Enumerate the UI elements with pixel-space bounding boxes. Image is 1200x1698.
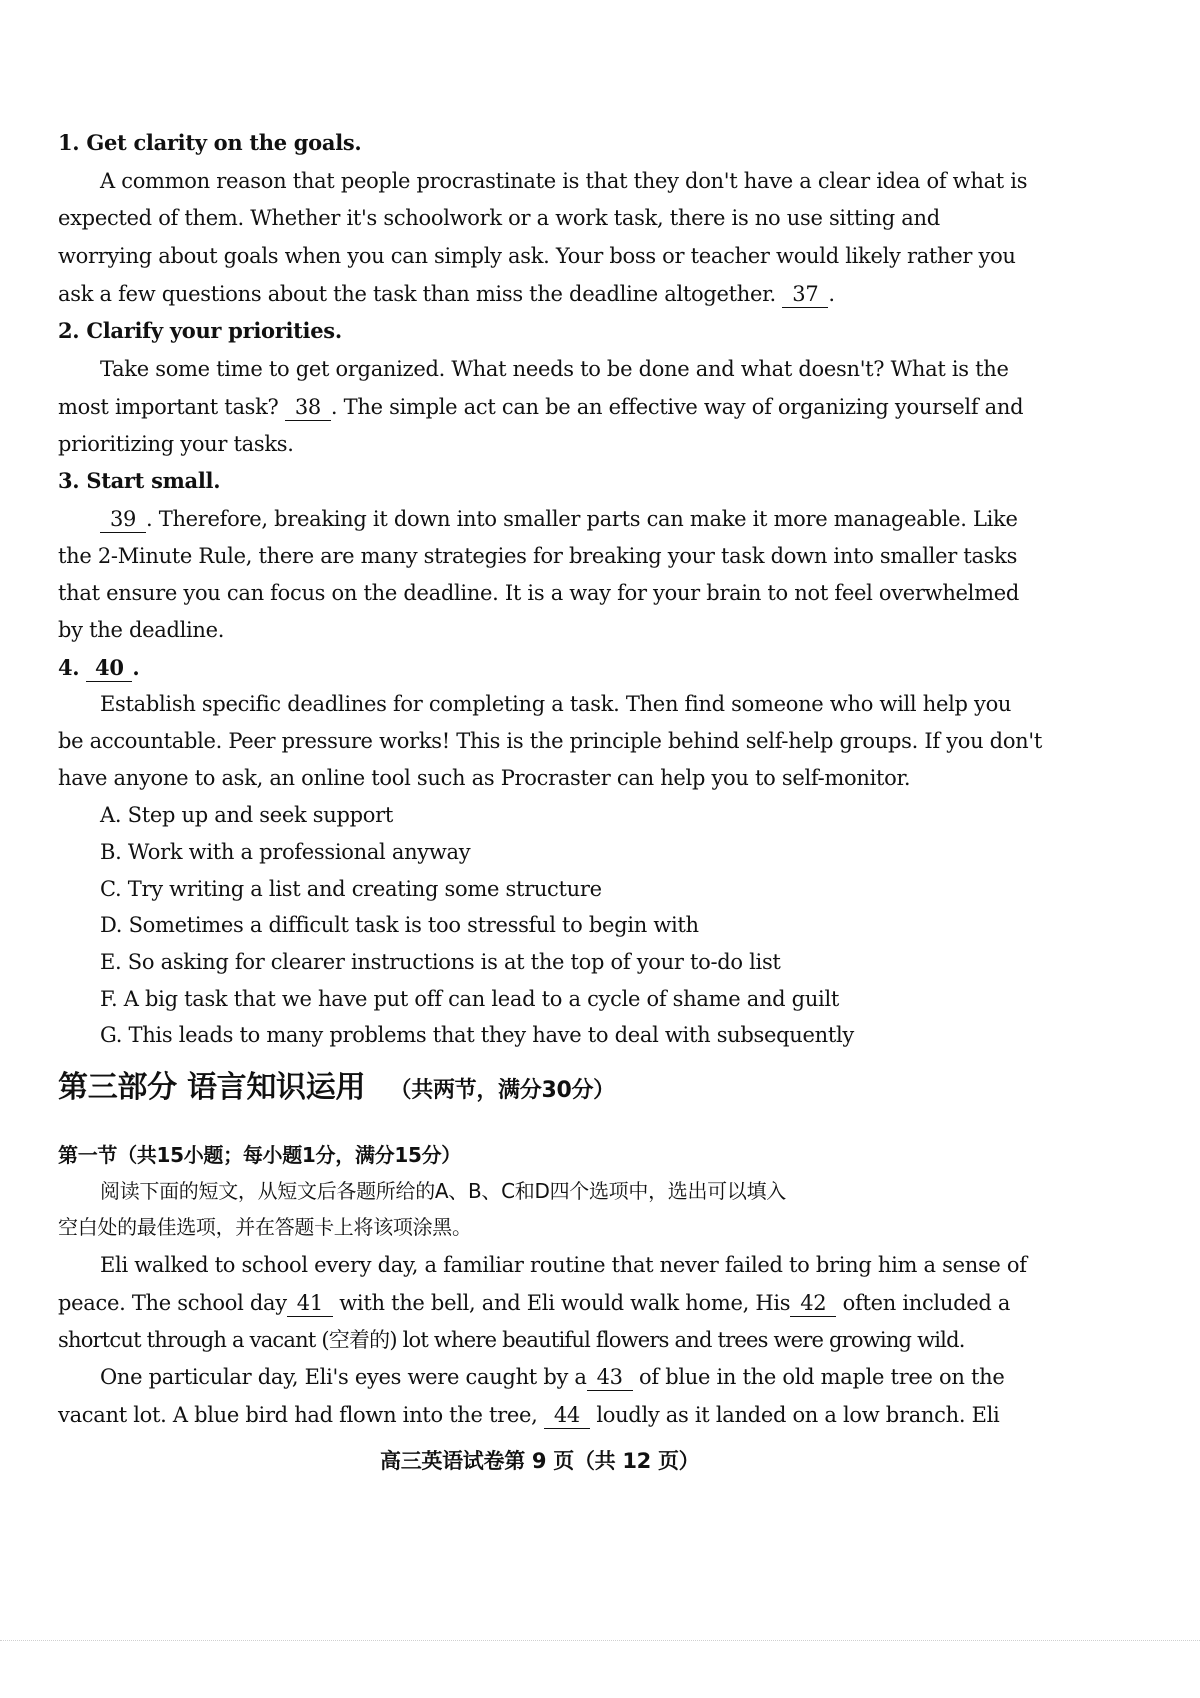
paragraph-line: Take some time to get organized. What needs to be done and what doesn't? What is the <box>100 357 1009 381</box>
instruction-line: 空白处的最佳选项，并在答题卡上将该项涂黑。 <box>58 1215 472 1239</box>
paragraph-line: prioritizing your tasks. <box>58 432 294 456</box>
paragraph-text: . The simple act can be an effective way of organizing yourself and <box>330 395 1024 419</box>
option-text: Step up and seek support <box>127 803 393 827</box>
blank-37: 37 <box>782 281 828 308</box>
section-title: Start small. <box>86 468 221 493</box>
option-text: A big task that we have put off can lead to a cycle of shame and guilt <box>123 987 840 1011</box>
story-line <box>58 1290 1010 1317</box>
page-footer: 高三英语试卷第 9 页（共 12 页） <box>380 1449 700 1473</box>
section-title: Clarify your priorities. <box>86 318 342 343</box>
paragraph-line: ask a few questions about the task than miss the deadline altogether. 37 . <box>58 282 835 306</box>
option-letter: D. <box>100 913 123 937</box>
part-subtitle: （共两节，满分30分） <box>389 1078 615 1103</box>
story-text: with the bell, and Eli would walk home, His <box>339 1291 791 1315</box>
option-letter: B. <box>100 840 122 864</box>
paragraph-text: ask a few questions about the task than miss the deadline altogether. <box>58 282 776 306</box>
blank-39: 39 <box>100 506 146 533</box>
story-text: One particular day, Eli's eyes were caught by a <box>100 1365 587 1389</box>
section-2-heading <box>58 318 342 344</box>
option-b <box>100 839 470 865</box>
story-line <box>100 1364 1005 1391</box>
paragraph-line: be accountable. Peer pressure works! This is the principle behind self-help groups. If you don't <box>58 729 1043 753</box>
story-line: Eli walked to school every day, a familiar routine that never failed to bring him a sense of <box>100 1253 1027 1277</box>
section-number: 2. <box>58 318 80 343</box>
option-a <box>100 802 393 828</box>
blank-40: 40 <box>86 655 132 682</box>
section-3-heading <box>58 468 220 494</box>
option-d <box>100 912 699 938</box>
option-text: Try writing a list and creating some structure <box>127 877 602 901</box>
blank-38: 38 <box>285 394 331 421</box>
story-text: peace. The school day <box>58 1291 287 1315</box>
paragraph-line: worrying about goals when you can simply ask. Your boss or teacher would likely rather you <box>58 244 1016 268</box>
option-g <box>100 1022 854 1048</box>
section-number: 3. <box>58 468 80 493</box>
paragraph-line: the 2-Minute Rule, there are many strategies for breaking your task down into smaller tasks <box>58 544 1018 568</box>
blank-41: 41 <box>287 1290 333 1317</box>
option-letter: F. <box>100 987 118 1011</box>
story-text: loudly as it landed on a low branch. Eli <box>596 1403 1000 1427</box>
option-text: So asking for clearer instructions is at the top of your to-do list <box>127 950 781 974</box>
section-1-title: 第一节（共15小题；每小题1分，满分15分） <box>58 1143 461 1167</box>
paragraph-line: A common reason that people procrastinate is that they don't have a clear idea of what is <box>100 169 1028 193</box>
part-3-heading <box>58 1070 615 1106</box>
option-text: This leads to many problems that they have to deal with subsequently <box>128 1023 854 1047</box>
story-text: vacant lot. A blue bird had flown into the tree, <box>58 1403 538 1427</box>
paragraph-line: have anyone to ask, an online tool such as Procraster can help you to self-monitor. <box>58 766 911 790</box>
option-letter: G. <box>100 1023 123 1047</box>
blank-43: 43 <box>587 1364 633 1391</box>
paragraph-line: by the deadline. <box>58 618 225 642</box>
part-title: 第三部分 语言知识运用 <box>58 1070 366 1105</box>
section-number: 4. <box>58 655 80 680</box>
instruction-line: 阅读下面的短文，从短文后各题所给的A、B、C和D四个选项中，选出可以填入 <box>100 1179 786 1203</box>
option-letter: E. <box>100 950 122 974</box>
section-title: Get clarity on the goals. <box>86 130 362 155</box>
paragraph-line <box>100 506 1018 533</box>
option-text: Work with a professional anyway <box>127 840 471 864</box>
blank-44: 44 <box>544 1402 590 1429</box>
section-1-heading <box>58 130 361 156</box>
section-number: 1. <box>58 130 80 155</box>
section-4-heading: 4. 40 . <box>58 655 140 680</box>
paragraph-line: expected of them. Whether it's schoolwork or a work task, there is no use sitting and <box>58 206 940 230</box>
paragraph-line <box>58 394 1023 421</box>
option-c <box>100 876 602 902</box>
paragraph-line: that ensure you can focus on the deadline. It is a way for your brain to not feel overwhelmed <box>58 581 1019 605</box>
blank-42: 42 <box>790 1290 836 1317</box>
option-e <box>100 949 781 975</box>
paragraph-line: Establish specific deadlines for completing a task. Then find someone who will help you <box>100 692 1012 716</box>
story-line: shortcut through a vacant (空着的) lot where beautiful flowers and trees were growing wild. <box>58 1328 965 1352</box>
page-divider <box>0 1640 1200 1642</box>
paragraph-text: . Therefore, breaking it down into smaller parts can make it more manageable. Like <box>146 507 1018 531</box>
story-text: of blue in the old maple tree on the <box>639 1365 1005 1389</box>
paragraph-text: most important task? <box>58 395 279 419</box>
story-line <box>58 1402 999 1429</box>
story-text: often included a <box>842 1291 1011 1315</box>
option-f <box>100 986 839 1012</box>
option-text: Sometimes a difficult task is too stressful to begin with <box>128 913 699 937</box>
option-letter: A. <box>100 803 122 827</box>
option-letter: C. <box>100 877 122 901</box>
